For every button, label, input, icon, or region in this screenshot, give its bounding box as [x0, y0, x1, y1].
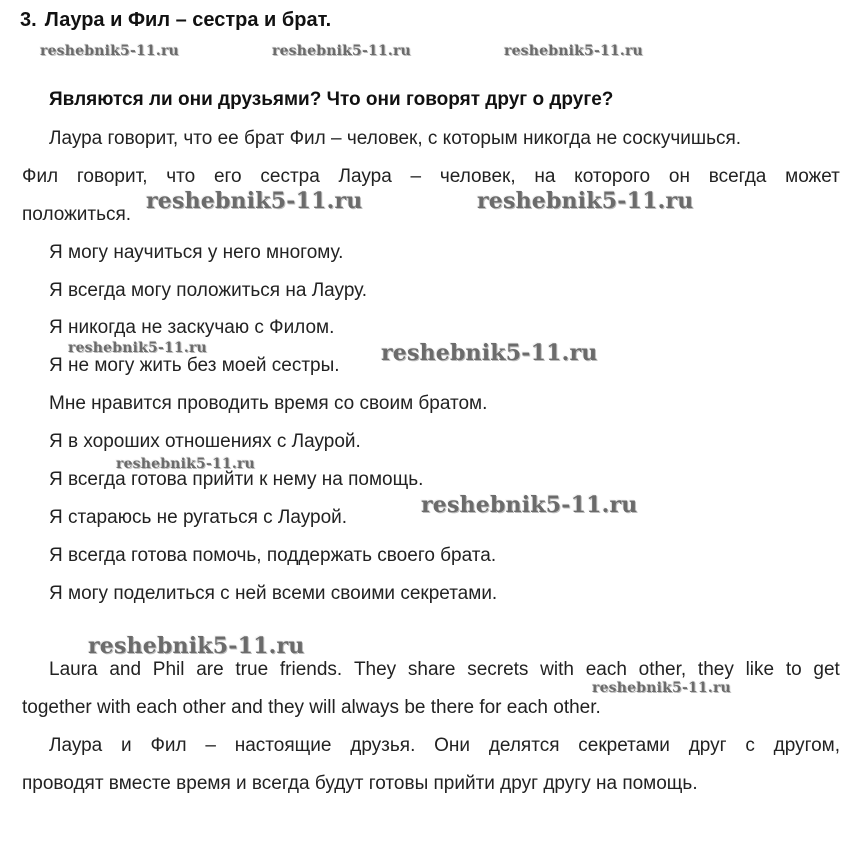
watermark-1: reshebnik5-11.ru: [40, 43, 179, 59]
summary-line1-word: Они: [434, 735, 471, 756]
english-line1-word: secrets: [467, 659, 529, 680]
watermark-9: reshebnik5-11.ru: [421, 492, 638, 518]
para1-line2-word: на: [534, 166, 556, 187]
summary-line1-word: Фил: [150, 735, 187, 756]
english-line1-word: friends.: [279, 659, 343, 680]
english-line1-word: with: [540, 659, 574, 680]
watermark-5: reshebnik5-11.ru: [477, 188, 694, 214]
summary-line1-word: и: [121, 735, 132, 756]
question-heading: Являются ли они друзьями? Что они говорят друг о друге?: [49, 89, 614, 110]
english-line1: [49, 658, 840, 682]
para1-line2: [22, 165, 840, 189]
para1-line1: Лаура говорит, что ее брат Фил – человек, с которым никогда не соскучишься.: [49, 128, 742, 149]
sentence-7: Я всегда готова прийти к нему на помощь.: [49, 469, 424, 490]
para1-line2-word: Лаура: [338, 166, 392, 187]
english-line1-word: they: [697, 659, 734, 680]
sentence-3: Я никогда не заскучаю с Филом.: [49, 317, 335, 338]
para1-line2-word: всегда: [708, 166, 767, 187]
summary-line1-word: настоящие: [234, 735, 332, 756]
watermark-8: reshebnik5-11.ru: [116, 456, 255, 472]
para1-line2-word: сестра: [260, 166, 320, 187]
english-line1-word: like: [745, 659, 775, 680]
para1-line2-word: его: [213, 166, 242, 187]
english-line1-word: other,: [638, 659, 687, 680]
sentence-10: Я могу поделиться с ней всеми своими секретами.: [49, 583, 498, 604]
para1-line2-word: говорит,: [76, 166, 148, 187]
sentence-6: Я в хороших отношениях с Лаурой.: [49, 431, 361, 452]
summary-line2: проводят вместе время и всегда будут готовы прийти друг другу на помощь.: [22, 773, 698, 794]
summary-line1-word: делятся: [488, 735, 560, 756]
english-line1-word: get: [813, 659, 840, 680]
para1-line2-word: он: [668, 166, 690, 187]
exercise-title: [20, 9, 331, 32]
summary-line1: [49, 734, 840, 758]
sentence-2: Я всегда могу положиться на Лауру.: [49, 280, 368, 301]
english-line1-word: They: [353, 659, 397, 680]
para1-line3: положиться.: [22, 204, 132, 225]
summary-line1-word: друг: [688, 735, 727, 756]
english-line1-word: Phil: [152, 659, 185, 680]
english-line1-word: true: [235, 659, 269, 680]
para1-line2-word: –: [410, 166, 422, 187]
para1-line2-word: которого: [574, 166, 651, 187]
english-line1-word: share: [407, 659, 456, 680]
para1-line2-word: человек,: [439, 166, 516, 187]
para1-line2-word: может: [785, 166, 840, 187]
watermark-4: reshebnik5-11.ru: [146, 188, 363, 214]
sentence-5: Мне нравится проводить время со своим братом.: [49, 393, 488, 414]
summary-line1-word: с: [745, 735, 755, 756]
exercise-number: 3.: [20, 9, 37, 31]
sentence-8: Я стараюсь не ругаться с Лаурой.: [49, 507, 348, 528]
sentence-1: Я могу научиться у него многому.: [49, 242, 344, 263]
watermark-10: reshebnik5-11.ru: [88, 633, 305, 659]
para1-line2-word: что: [166, 166, 196, 187]
watermark-7: reshebnik5-11.ru: [381, 340, 598, 366]
para1-line2-word: Фил: [22, 166, 59, 187]
watermark-11: reshebnik5-11.ru: [592, 680, 731, 696]
summary-line1-word: секретами: [578, 735, 670, 756]
english-line1-word: and: [109, 659, 142, 680]
sentence-9: Я всегда готова помочь, поддержать своего брата.: [49, 545, 497, 566]
summary-line1-word: другом,: [773, 735, 840, 756]
summary-line1-word: –: [205, 735, 216, 756]
exercise-title-text: Лаура и Фил – сестра и брат.: [44, 9, 332, 31]
watermark-6: reshebnik5-11.ru: [68, 340, 207, 356]
watermark-3: reshebnik5-11.ru: [504, 43, 643, 59]
english-line1-word: Laura: [49, 659, 98, 680]
sentence-4: Я не могу жить без моей сестры.: [49, 355, 340, 376]
summary-line1-word: друзья.: [350, 735, 416, 756]
english-line1-word: to: [785, 659, 802, 680]
english-line1-word: are: [196, 659, 224, 680]
watermark-2: reshebnik5-11.ru: [272, 43, 411, 59]
english-line2: together with each other and they will always be there for each other.: [22, 697, 601, 718]
summary-line1-word: Лаура: [49, 735, 103, 756]
english-line1-word: each: [585, 659, 627, 680]
